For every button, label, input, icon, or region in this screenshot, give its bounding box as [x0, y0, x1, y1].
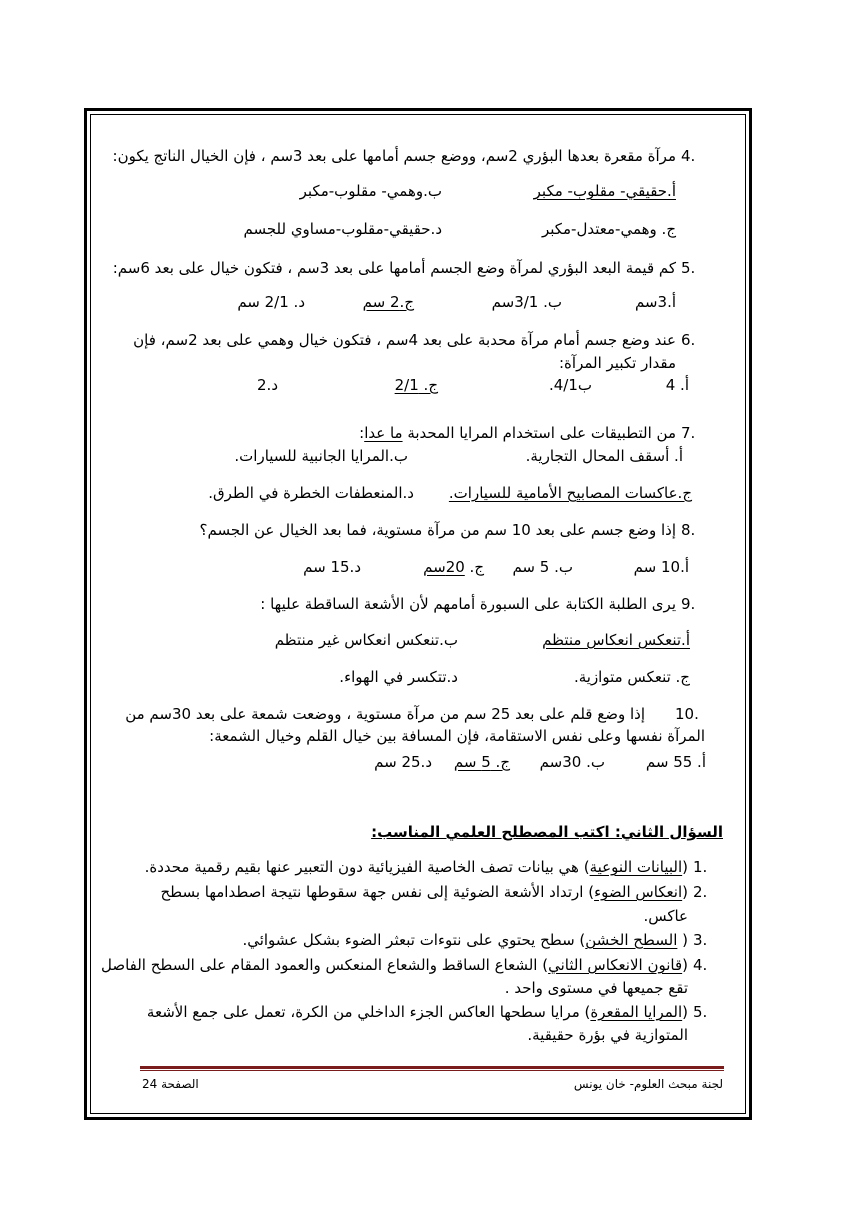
q10-option-a: أ. 55 سم: [645, 753, 706, 771]
s2-item4-number: 4.: [693, 956, 708, 974]
q9-option-a: أ.تنعكس انعكاس منتظم: [542, 631, 690, 649]
q7-text: من التطبيقات على استخدام المرايا المحدبة ما عدا:: [359, 424, 676, 442]
q5-option-c: ج.2 سم: [362, 293, 414, 311]
s2-item1-number: 1.: [693, 858, 708, 876]
q10-text-line1: إذا وضع قلم على بعد 25 سم من مرآة مستوية ، ووضعت شمعة على بعد 30سم من: [125, 705, 645, 723]
q4-number: 4.: [681, 147, 696, 165]
q8-text: إذا وضع جسم على بعد 10 سم من مرآة مستوية، فما بعد الخيال عن الجسم؟: [199, 521, 676, 539]
q5-option-d: د. 2/1 سم: [237, 293, 305, 311]
q5-option-a: أ.3سم: [634, 293, 676, 311]
s2-item5-line2: المتوازية في بؤرة حقيقية.: [527, 1026, 688, 1044]
q6-option-c: ج. 2/1: [394, 376, 438, 394]
q8-option-b: ب. 5 سم: [512, 558, 573, 576]
footer-divider-thin: [140, 1070, 724, 1071]
q6-option-d: د.2: [257, 376, 278, 394]
q7-option-a: أ. أسقف المحال التجارية.: [525, 447, 683, 465]
q5-text: كم قيمة البعد البؤري لمرآة وضع الجسم أمامها على بعد 3سم ، فتكون خيال على بعد 6سم:: [112, 259, 676, 277]
q9-option-c: ج. تنعكس متوازية.: [573, 668, 690, 686]
footer-divider: [140, 1066, 724, 1069]
q6-option-b: ب4/1.: [548, 376, 592, 394]
s2-item2-text: (انعكاس الضوء) ارتداد الأشعة الضوئية إلى نفس جهة سقوطها نتيجة اصطدامها بسطح: [160, 883, 688, 901]
q10-option-b: ب. 30سم: [539, 753, 605, 771]
s2-item5-number: 5.: [693, 1003, 708, 1021]
s2-item5-text: (المرايا المقعرة) مرايا سطحها العاكس الجزء الداخلي من الكرة، تعمل على جمع الأشعة: [146, 1003, 688, 1021]
q10-number: 10.: [675, 705, 699, 723]
q4-text: مرآة مقعرة بعدها البؤري 2سم، ووضع جسم أمامها على بعد 3سم ، فإن الخيال الناتج يكون:: [112, 147, 676, 165]
s2-item2-number: 2.: [693, 883, 708, 901]
q6-number: 6.: [681, 331, 696, 349]
q4-option-a: أ.حقيقي- مقلوب- مكبر: [533, 182, 676, 200]
q6-text-line2: مقدار تكبير المرآة:: [559, 354, 676, 372]
q8-number: 8.: [681, 521, 696, 539]
s2-item3-number: 3.: [693, 931, 708, 949]
s2-item4-text: (قانون الانعكاس الثاني) الشعاع الساقط والشعاع المنعكس والعمود المقام على السطح الفاصل: [100, 956, 688, 974]
footer-page-number: الصفحة 24: [142, 1077, 199, 1091]
q8-option-d: د.15 سم: [303, 558, 361, 576]
q10-option-c: ج. 5 سم: [453, 753, 510, 771]
q7-option-d: د.المنعطفات الخطرة في الطرق.: [208, 484, 414, 502]
q4-option-d: د.حقيقي-مقلوب-مساوي للجسم: [243, 220, 442, 238]
q5-option-b: ب. 3/1سم: [491, 293, 562, 311]
q9-number: 9.: [681, 595, 696, 613]
q8-option-a: أ.10 سم: [633, 558, 689, 576]
q7-number: 7.: [681, 424, 696, 442]
q9-option-d: د.تتكسر في الهواء.: [339, 668, 458, 686]
s2-item2-line2: عاكس.: [643, 907, 688, 925]
q7-option-b: ب.المرايا الجانبية للسيارات.: [234, 447, 408, 465]
q6-text-line1: عند وضع جسم أمام مرآة محدبة على بعد 4سم ، فتكون خيال وهمي على بعد 2سم، فإن: [133, 331, 676, 349]
s2-item3-text: ( السطح الخشن) سطح يحتوي على نتوءات تبعثر الضوء بشكل عشوائي.: [242, 931, 688, 949]
q9-text: يرى الطلبة الكتابة على السبورة أمامهم لأن الأشعة الساقطة عليها :: [260, 595, 676, 613]
q9-option-b: ب.تنعكس انعكاس غير منتظم: [274, 631, 458, 649]
q10-option-d: د.25 سم: [374, 753, 432, 771]
q4-option-b: ب.وهمي- مقلوب-مكبر: [299, 182, 442, 200]
q6-option-a: أ. 4: [665, 376, 689, 394]
q7-option-c: ج.عاكسات المصابيح الأمامية للسيارات.: [448, 484, 692, 502]
q10-text-line2: المرآة نفسها وعلى نفس الاستقامة، فإن المسافة بين خيال القلم وخيال الشمعة:: [209, 727, 705, 745]
s2-item1-text: (البيانات النوعية) هي بيانات تصف الخاصية الفيزيائية دون التعبير عنها بقيم رقمية محددة.: [144, 858, 688, 876]
q5-number: 5.: [681, 259, 696, 277]
s2-item4-line2: تقع جميعها في مستوى واحد .: [504, 979, 688, 997]
footer-committee: لجنة مبحث العلوم- خان يونس: [573, 1077, 723, 1091]
q4-option-c: ج. وهمي-معتدل-مكبر: [541, 220, 676, 238]
q8-option-c: ج. 20سم: [423, 558, 484, 576]
section2-title: السؤال الثاني: اكتب المصطلح العلمي المناسب:: [371, 823, 723, 841]
